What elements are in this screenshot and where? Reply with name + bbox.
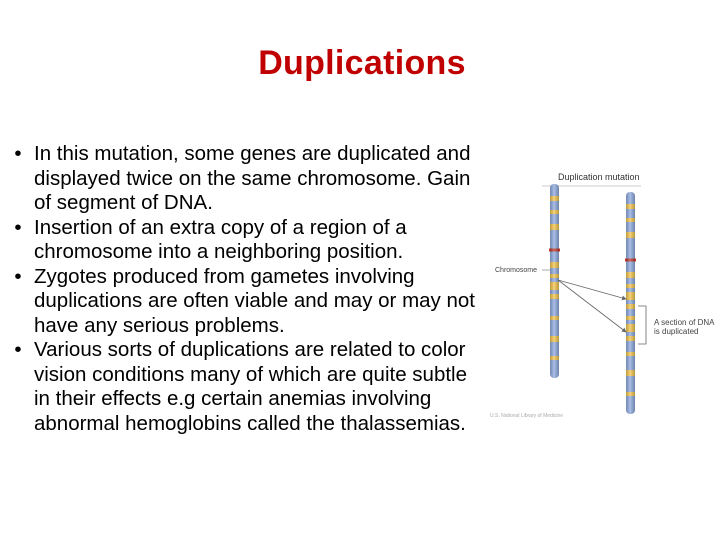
bullet-item bbox=[8, 216, 480, 265]
duplication-arrow-upper bbox=[558, 280, 626, 299]
section-label-line1: A section of DNA bbox=[654, 318, 715, 327]
bullet-text: In this mutation, some genes are duplicated and displayed twice on the same chromosome. Gain of segment of DNA. bbox=[34, 142, 471, 214]
bullet-glyph: • bbox=[14, 338, 22, 361]
duplicated-chromosome bbox=[625, 192, 636, 414]
duplication-figure bbox=[486, 166, 656, 426]
chromosome-label: Chromosome bbox=[495, 267, 538, 274]
section-bracket bbox=[638, 306, 646, 344]
bullet-text: Insertion of an extra copy of a region of a chromosome into a neighboring position. bbox=[34, 215, 407, 263]
section-label-overlay bbox=[654, 318, 718, 336]
bullet-item bbox=[8, 265, 480, 339]
slide-title: Duplications bbox=[258, 44, 466, 82]
bullet-item bbox=[8, 338, 480, 436]
chromosome-diagram bbox=[486, 166, 656, 426]
bullet-glyph: • bbox=[14, 215, 22, 239]
section-label-line2: is duplicated bbox=[654, 327, 699, 336]
bullet-glyph: • bbox=[14, 264, 22, 288]
figure-heading: Duplication mutation bbox=[558, 172, 640, 182]
bullet-text: Zygotes produced from gametes involving duplications are often viable and may or may not have any serious problems. bbox=[34, 264, 476, 337]
normal-chromosome bbox=[549, 184, 560, 378]
bullet-glyph: • bbox=[14, 142, 22, 165]
bullet-list bbox=[8, 142, 480, 436]
bullet-text: Various sorts of duplications are related to color vision conditions many of which are quite subtle in their effects e.g certain anemias involving abnormal hemoglobins called the thalassemias. bbox=[34, 338, 468, 435]
chromosome-shading bbox=[550, 184, 559, 378]
chromosome-shading bbox=[626, 192, 635, 414]
bullet-item bbox=[8, 142, 480, 216]
figure-credit: U.S. National Library of Medicine bbox=[490, 413, 564, 419]
duplication-arrow-lower bbox=[558, 280, 626, 332]
